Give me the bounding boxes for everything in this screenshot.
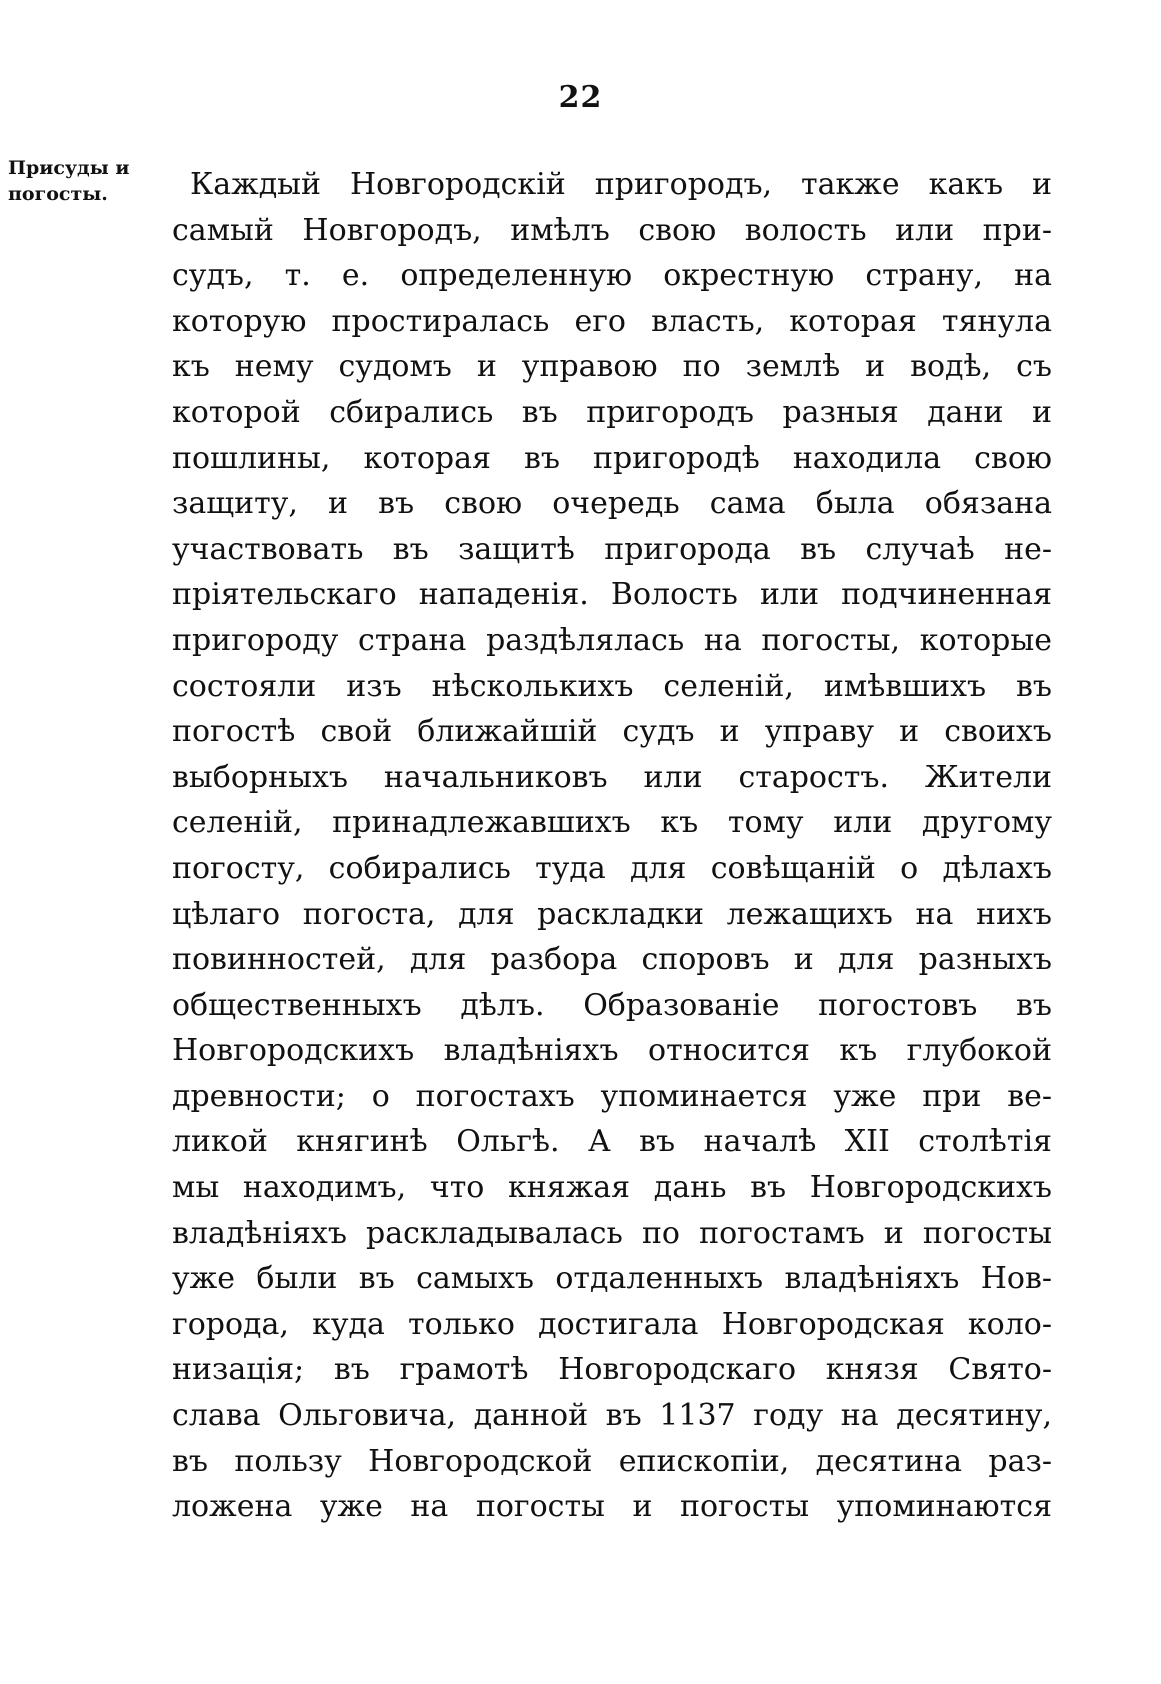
text-line: древности; о погостахъ упоминается уже при ве-: [172, 1078, 1052, 1114]
text-line: состояли изъ нѣсколькихъ селеній, имѣвшихъ въ: [172, 668, 1052, 704]
page-number: 22: [558, 80, 603, 115]
text-line: погостѣ свой ближайшій судъ и управу и своихъ: [172, 714, 1052, 750]
text-line: ликой княгинѣ Ольгѣ. А въ началѣ XII столѣтія: [172, 1124, 1052, 1160]
text-line: пригороду страна раздѣлялась на погосты, которые: [172, 622, 1052, 658]
text-line: выборныхъ начальниковъ или старостъ. Жители: [172, 759, 1052, 795]
text-line: слава Ольговича, данной въ 1137 году на десятину,: [172, 1398, 1052, 1434]
text-line: низація; въ грамотѣ Новгородскаго князя Свято-: [172, 1352, 1052, 1388]
text-line: уже были въ самыхъ отдаленныхъ владѣніяхъ Нов-: [172, 1261, 1052, 1297]
text-line: пріятельскаго нападенія. Волость или подчиненная: [172, 577, 1052, 613]
text-line: Каждый Новгородскій пригородъ, также какъ и: [190, 167, 1052, 202]
text-line: судъ, т. е. определенную окрестную страну, на: [172, 258, 1052, 294]
text-line: цѣлаго погоста, для раскладки лежащихъ на нихъ: [172, 896, 1052, 932]
text-line: которой сбирались въ пригородъ разныя дани и: [172, 394, 1052, 430]
text-line: общественныхъ дѣлъ. Образованіе погостовъ въ: [172, 987, 1052, 1023]
text-line: города, куда только достигала Новгородская коло-: [172, 1306, 1052, 1342]
text-line: самый Новгородъ, имѣлъ свою волость или при-: [172, 212, 1052, 248]
margin-note: [8, 155, 156, 207]
text-line: мы находимъ, что княжая дань въ Новгородскихъ: [172, 1170, 1052, 1206]
text-line: которую простиралась его власть, которая тянула: [172, 303, 1052, 339]
margin-note-line-1: Присуды и: [8, 157, 130, 179]
text-line: погосту, собирались туда для совѣщаній о дѣлахъ: [172, 850, 1052, 886]
text-line: ложена уже на погосты и погосты упоминаются: [172, 1489, 1052, 1525]
text-line: повинностей, для разбора споровъ и для разныхъ: [172, 942, 1052, 978]
text-line: защиту, и въ свою очередь сама была обязана: [172, 486, 1052, 522]
text-line: пошлины, которая въ пригородѣ находила свою: [172, 440, 1052, 476]
text-line: въ пользу Новгородской епископіи, десятина раз-: [172, 1443, 1052, 1479]
body-text: [172, 162, 1052, 1530]
text-line: владѣніяхъ раскладывалась по погостамъ и погосты: [172, 1215, 1052, 1251]
text-line: селеній, принадлежавшихъ къ тому или другому: [172, 805, 1052, 841]
margin-note-line-2: погосты.: [8, 183, 108, 205]
text-line: участвовать въ защитѣ пригорода въ случаѣ не-: [172, 531, 1052, 567]
text-line: къ нему судомъ и управою по землѣ и водѣ, съ: [172, 349, 1052, 385]
text-line: Новгородскихъ владѣніяхъ относится къ глубокой: [172, 1033, 1052, 1069]
